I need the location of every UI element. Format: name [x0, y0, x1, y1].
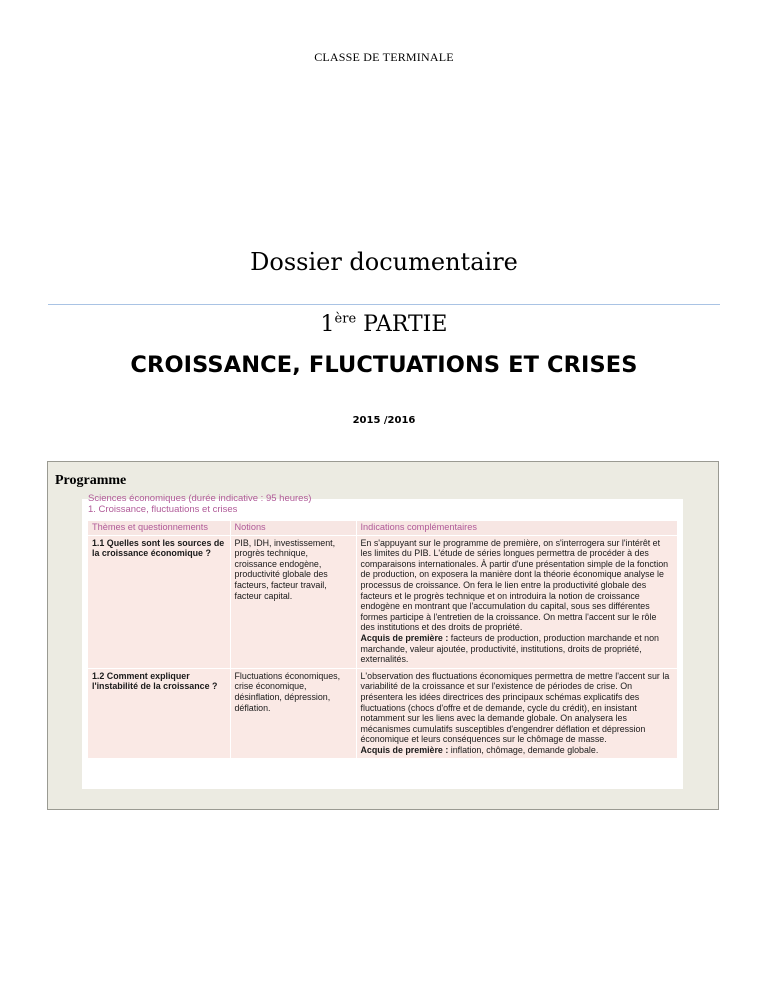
acquis-label: Acquis de première : [360, 632, 449, 643]
programme-excerpt [82, 493, 683, 789]
indications-text: En s'appuyant sur le programme de première, on s'interrogera sur l'intérêt et les limites du PIB. L'étude de séries longues permettra de procéder à des comparaisons internationales. À partir d'une présentation simple de la fonction de production, on exposera la manière dont la théorie économique analyse le processus de croissance. On fera le lien entre la productivité globale des facteurs et le progrès technique et on introduira la notion de croissance endogène en montrant que l'accumulation du capital, sous ses différentes formes participe à l'entretien de la croissance. On mettra l'accent sur le rôle des institutions et des droits de propriété. [360, 537, 669, 633]
dossier-title: Dossier documentaire [250, 248, 518, 276]
column-header-indications: Indications complémentaires [356, 521, 677, 535]
column-header-notions: Notions [230, 521, 356, 535]
table-header-row [88, 521, 677, 535]
class-header: CLASSE DE TERMINALE [314, 50, 454, 64]
notions-cell: Fluctuations économiques, crise économique, désinflation, dépression, déflation. [230, 668, 356, 759]
acquis-text: facteurs de production, production marchande et non marchande, valeur ajoutée, productivité, institutions, droits de propriété, externalités. [360, 632, 659, 665]
theme-cell: 1.1 Quelles sont les sources de la croissance économique ? [88, 535, 230, 668]
partie-superscript: ère [334, 311, 357, 327]
partie-number: 1 [320, 312, 335, 337]
column-header-themes: Thèmes et questionnements [88, 521, 230, 535]
notions-cell: PIB, IDH, investissement, progrès technique, croissance endogène, productivité globale des facteurs, facteur travail, facteur capital. [230, 535, 356, 668]
programme-cut-heading: Sciences économiques (durée indicative : 95 heures) [88, 493, 312, 504]
partie-word: PARTIE [363, 312, 448, 337]
acquis-label: Acquis de première : [360, 744, 449, 755]
partie-heading [0, 312, 768, 337]
title-divider [48, 304, 720, 305]
theme-cell: 1.2 Comment expliquer l'instabilité de la croissance ? [88, 668, 230, 759]
indications-text: L'observation des fluctuations économiques permettra de mettre l'accent sur la variabilité de la croissance et sur l'existence de périodes de crise. On présentera les idées directrices des principaux schémas explicatifs des fluctuations (chocs d'offre et de demande, cycle du crédit), en insistant notamment sur les liens avec la demande globale. On analysera les mécanismes cumulatifs susceptibles d'engendrer déflation et dépression économique et leurs conséquences sur le chômage de masse. [360, 670, 670, 745]
programme-label: Programme [55, 473, 127, 488]
table-row [88, 668, 677, 759]
programme-subtitle: 1. Croissance, fluctuations et crises [88, 504, 238, 515]
programme-table [88, 521, 678, 759]
indications-cell [356, 535, 677, 668]
main-title: CROISSANCE, FLUCTUATIONS ET CRISES [130, 352, 638, 378]
table-row [88, 535, 677, 668]
school-year: 2015 /2016 [352, 415, 416, 426]
acquis-text: inflation, chômage, demande globale. [450, 744, 599, 755]
indications-cell [356, 668, 677, 759]
